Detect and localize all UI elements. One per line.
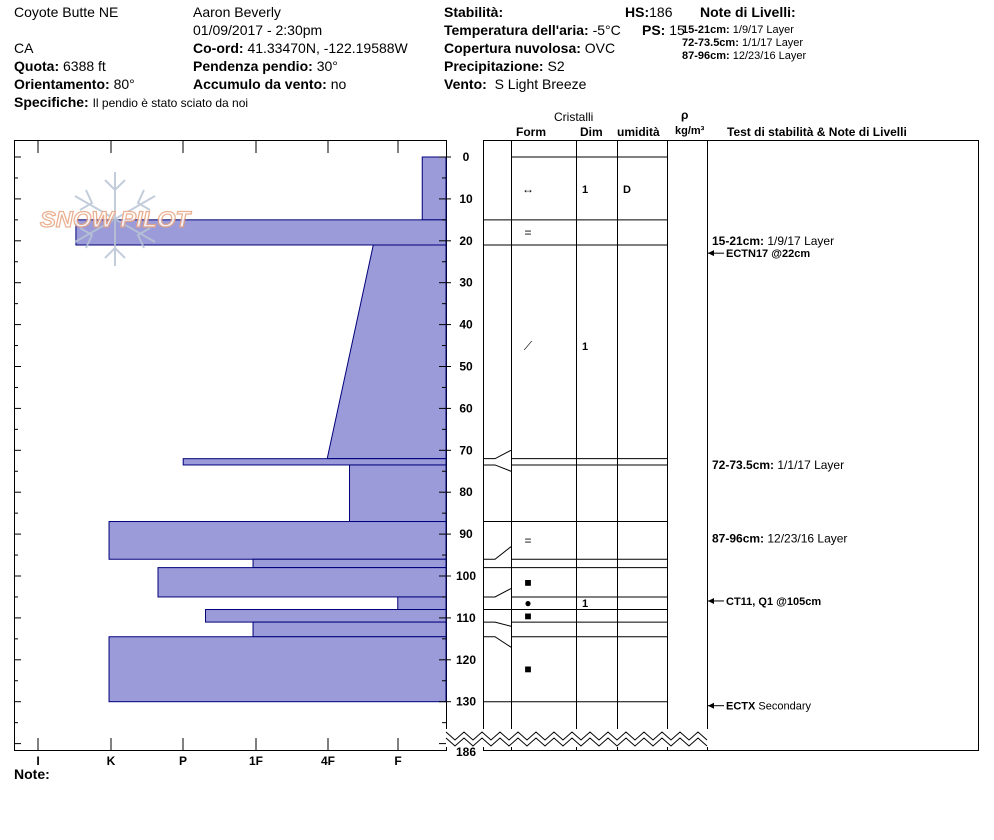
cloud-value: OVC [584, 40, 616, 56]
cloud-label: Copertura nuvolosa: [444, 40, 581, 56]
hardness-bar [109, 522, 446, 560]
depth-tick-label: 110 [456, 610, 476, 625]
layer-note-range: 87-96cm: [682, 50, 730, 62]
depth-total-label: 186 [455, 745, 477, 759]
layer-connector [483, 589, 511, 597]
layer-connector [483, 450, 511, 458]
stability-test: CT11, Q1 @105cm [726, 595, 822, 608]
aspect-label: Orientamento: [14, 76, 110, 92]
moisture-header: umidità [617, 125, 660, 139]
layer-note-range: 15-21cm: [682, 24, 730, 36]
layer-connector [483, 637, 511, 647]
specifics-label: Specifiche: [14, 94, 89, 110]
hardness-bar [253, 622, 446, 637]
hardness-tick-label: K [106, 754, 116, 768]
logo-text: SNOW PILOT [40, 207, 192, 232]
layer-annotation: 72-73.5cm: 1/1/17 Layer [712, 457, 845, 472]
snowpilot-logo [40, 172, 192, 266]
depth-tick-label: 70 [459, 443, 473, 458]
observer: Aaron Beverly [193, 4, 281, 20]
layer-connector [483, 547, 511, 560]
crystal-moisture: D [623, 184, 631, 196]
note-label: Note: [14, 766, 50, 782]
crystal-size: 1 [582, 598, 589, 611]
crystal-table-rows [483, 157, 667, 702]
depth-tick-label: 50 [459, 359, 473, 374]
depth-axis [446, 150, 476, 709]
slope-label: Pendenza pendio: [193, 58, 313, 74]
precip-value: S2 [547, 58, 565, 74]
state: CA [14, 40, 34, 56]
wind-loading-label: Accumulo da vento: [193, 76, 327, 92]
density-unit-header: kg/m³ [675, 125, 705, 137]
depth-tick-label: 0 [462, 150, 470, 164]
hardness-bar [398, 597, 446, 610]
layer-note-text: 1/9/17 Layer [732, 24, 794, 36]
annotation-arrowhead [708, 250, 714, 256]
coord-label: Co-ord: [193, 40, 244, 56]
specifics-value: Il pendio è stato sciato da noi [92, 96, 249, 110]
crystal-size: 1 [582, 340, 589, 353]
wind-label: Vento: [444, 76, 487, 92]
layer-annotation: 15-21cm: 1/9/17 Layer [712, 233, 835, 248]
aspect-value: 80° [113, 76, 135, 92]
hs-value: 186 [649, 4, 673, 20]
elevation-label: Quota: [14, 58, 60, 74]
crystal-form-symbol: ● [524, 596, 532, 611]
hardness-tick-label: 1F [248, 754, 264, 768]
depth-tick-label: 130 [455, 694, 477, 709]
crystal-form-symbol: ■ [524, 661, 532, 676]
air-temp-label: Temperatura dell'aria: [444, 22, 589, 38]
hardness-bar [183, 459, 446, 465]
air-temp-value: -5°C [592, 22, 621, 38]
crystal-table-frame [484, 141, 979, 751]
hs-label: HS: [625, 4, 650, 20]
coord-value: 41.33470N, -122.19588W [247, 40, 408, 56]
hardness-tick-label: P [178, 754, 188, 768]
stability-label: Stabilità: [444, 4, 504, 20]
form-header: Form [516, 125, 546, 139]
layer-note-text: 1/1/17 Layer [741, 37, 804, 49]
hardness-bar [253, 559, 446, 567]
datetime: 01/09/2017 - 2:30pm [193, 22, 323, 38]
hardness-bar [422, 157, 446, 220]
hardness-bar [206, 610, 446, 623]
crystal-form-symbol: ⟋ [523, 338, 533, 353]
crystal-form-symbol: ■ [524, 575, 532, 590]
layer-annotation: 87-96cm: 12/23/16 Layer [712, 531, 848, 546]
ps-value: 15 [669, 22, 685, 38]
layer-note-range: 72-73.5cm: [682, 37, 739, 49]
layer-notes-label: Note di Livelli: [700, 4, 796, 20]
depth-tick-label: 90 [459, 527, 473, 542]
crystal-size: 1 [582, 184, 589, 196]
depth-tick-label: 60 [459, 401, 473, 416]
layer-connector [483, 465, 511, 471]
depth-tick-label: 80 [459, 485, 473, 500]
crystal-form-symbol: ↔ [522, 182, 534, 196]
size-header: Dim [580, 125, 603, 139]
depth-tick-label: 10 [459, 191, 473, 206]
location-name: Coyote Butte NE [14, 4, 119, 20]
wind-loading-value: no [330, 76, 347, 92]
depth-tick-label: 20 [459, 233, 473, 248]
precip-label: Precipitazione: [444, 58, 544, 74]
crystal-form-symbol: = [524, 533, 532, 548]
stability-notes-header: Test di stabilità & Note di Livelli [727, 125, 907, 139]
stability-test: ECTN17 @22cm [726, 248, 811, 261]
hardness-tick-label: F [394, 754, 402, 768]
depth-tick-label: 40 [459, 317, 473, 332]
rho-header: ρ [681, 108, 689, 122]
depth-tick-label: 30 [459, 275, 473, 290]
stability-annotations [708, 234, 847, 713]
layer-note-text: 12/23/16 Layer [732, 50, 807, 62]
annotation-arrowhead [708, 598, 714, 604]
depth-tick-label: 120 [455, 652, 477, 667]
ps-label: PS: [642, 22, 666, 38]
crystal-form-symbol: ■ [524, 608, 532, 623]
hardness-bar [158, 568, 446, 597]
hardness-tick-label: I [36, 754, 40, 768]
slope-value: 30° [316, 58, 338, 74]
hardness-bar [327, 245, 446, 459]
hardness-bar [109, 637, 446, 702]
crystals-header: Cristalli [554, 110, 594, 124]
annotation-arrowhead [708, 703, 714, 709]
stability-test: ECTX Secondary [726, 700, 811, 713]
crystal-form-symbol: = [524, 225, 532, 240]
hardness-bars [76, 157, 446, 702]
hardness-tick-label: 4F [320, 754, 336, 768]
wind-value: S Light Breeze [494, 76, 587, 92]
hardness-bar [350, 465, 446, 522]
layer-connector [483, 622, 511, 626]
elevation-value: 6388 ft [63, 58, 106, 74]
depth-tick-label: 100 [455, 569, 477, 583]
